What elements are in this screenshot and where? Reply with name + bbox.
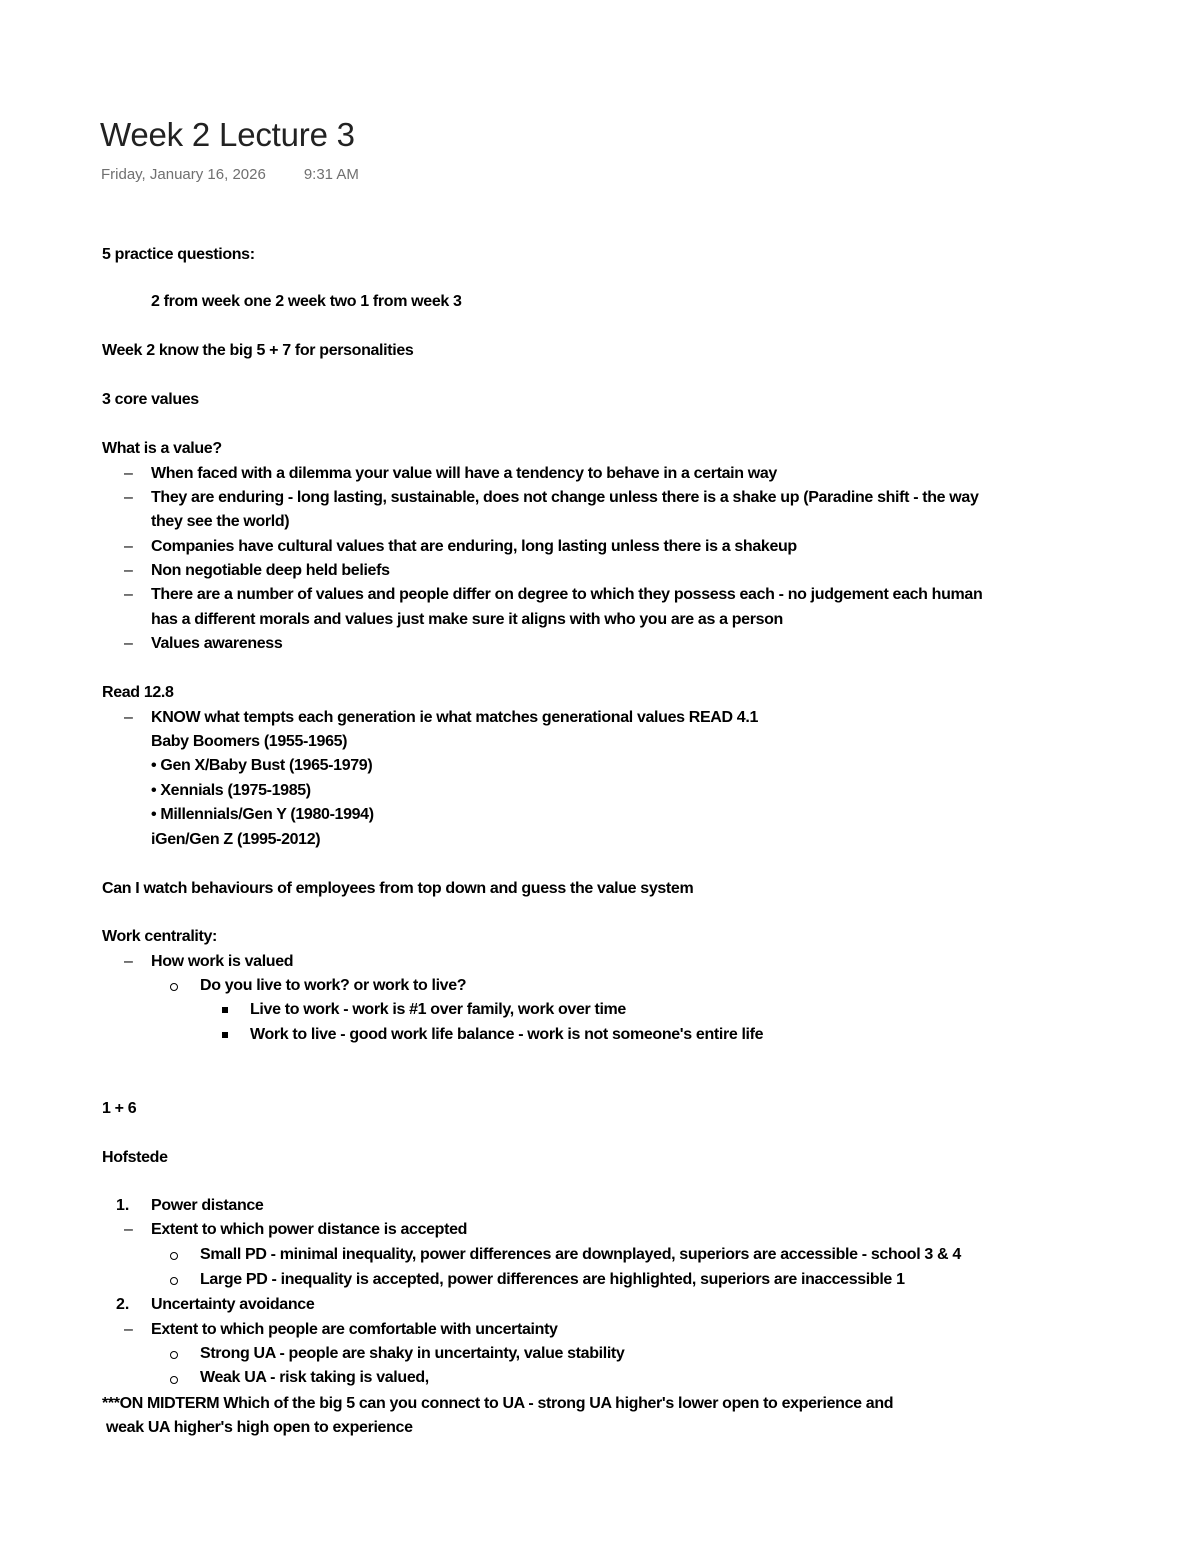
value-item-continuation: has a different morals and values just make sure it aligns with who you are as a person <box>151 611 783 628</box>
list-dash: – <box>124 586 133 603</box>
list-dash: – <box>124 489 133 506</box>
note-time: 9:31 AM <box>303 166 359 183</box>
midterm-note-continuation: weak UA higher's high open to experience <box>106 1419 413 1436</box>
generation-item: • Millennials/Gen Y (1980-1994) <box>151 806 374 823</box>
value-item: They are enduring - long lasting, sustainable, does not change unless there is a shake up (Paradine shift - the way <box>151 489 979 506</box>
work-subsub-item: Live to work - work is #1 over family, work over time <box>250 1001 626 1018</box>
list-dash: – <box>124 635 133 652</box>
behaviours-line: Can I watch behaviours of employees from top down and guess the value system <box>102 880 694 897</box>
one-plus-six-line: 1 + 6 <box>102 1100 137 1117</box>
generation-item: iGen/Gen Z (1995-2012) <box>151 831 321 848</box>
value-item: Companies have cultural values that are enduring, long lasting unless there is a shakeup <box>151 538 797 555</box>
list-number: 1. <box>116 1197 130 1214</box>
hollow-bullet-icon <box>170 1277 178 1285</box>
hofstede-sub-item: Weak UA - risk taking is valued, <box>200 1369 429 1386</box>
practice-detail: 2 from week one 2 week two 1 from week 3 <box>151 293 462 310</box>
work-subsub-item: Work to live - good work life balance - work is not someone's entire life <box>250 1026 764 1043</box>
hofstede-detail: Extent to which people are comfortable with uncertainty <box>151 1321 558 1338</box>
core-values-line: 3 core values <box>102 391 199 408</box>
note-date: Friday, January 16, 2026 <box>101 166 266 183</box>
value-heading: What is a value? <box>102 440 222 457</box>
value-item: There are a number of values and people differ on degree to which they possess each - no judgement each human <box>151 586 983 603</box>
read-heading: Read 12.8 <box>102 684 174 701</box>
hofstede-sub-item: Small PD - minimal inequality, power differences are downplayed, superiors are accessible - school 3 & 4 <box>200 1246 961 1263</box>
hollow-bullet-icon <box>170 1351 178 1359</box>
list-dash: – <box>124 709 133 726</box>
hollow-bullet-icon <box>170 1252 178 1260</box>
generation-item: • Gen X/Baby Bust (1965-1979) <box>151 757 373 774</box>
list-dash: – <box>124 1321 133 1338</box>
list-dash: – <box>124 562 133 579</box>
list-dash: – <box>124 465 133 482</box>
list-number: 2. <box>116 1296 130 1313</box>
generation-item: Baby Boomers (1955-1965) <box>151 733 348 750</box>
square-bullet-icon <box>222 1007 228 1013</box>
generation-item: • Xennials (1975-1985) <box>151 782 311 799</box>
midterm-note: ***ON MIDTERM Which of the big 5 can you connect to UA - strong UA higher's lower open to experience and <box>102 1395 894 1412</box>
practice-heading: 5 practice questions: <box>102 246 255 263</box>
hollow-bullet-icon <box>170 983 178 991</box>
work-item: How work is valued <box>151 953 294 970</box>
hofstede-sub-item: Strong UA - people are shaky in uncertainty, value stability <box>200 1345 625 1362</box>
value-item: Values awareness <box>151 635 283 652</box>
list-dash: – <box>124 953 133 970</box>
week2-know-line: Week 2 know the big 5 + 7 for personalities <box>102 342 414 359</box>
list-dash: – <box>124 1221 133 1238</box>
work-heading: Work centrality: <box>102 928 218 945</box>
value-item-continuation: they see the world) <box>151 513 290 530</box>
hofstede-heading: Hofstede <box>102 1149 168 1166</box>
hofstede-dimension: Uncertainty avoidance <box>151 1296 315 1313</box>
list-dash: – <box>124 538 133 555</box>
hofstede-detail: Extent to which power distance is accepted <box>151 1221 468 1238</box>
work-sub-item: Do you live to work? or work to live? <box>200 977 467 994</box>
read-item: KNOW what tempts each generation ie what matches generational values READ 4.1 <box>151 709 758 726</box>
hofstede-dimension: Power distance <box>151 1197 264 1214</box>
square-bullet-icon <box>222 1032 228 1038</box>
page-title: Week 2 Lecture 3 <box>100 116 355 153</box>
value-item: When faced with a dilemma your value will have a tendency to behave in a certain way <box>151 465 777 482</box>
hollow-bullet-icon <box>170 1376 178 1384</box>
hofstede-sub-item: Large PD - inequality is accepted, power differences are highlighted, superiors are inaccessible 1 <box>200 1271 905 1288</box>
value-item: Non negotiable deep held beliefs <box>151 562 390 579</box>
page-timestamp <box>101 166 359 183</box>
